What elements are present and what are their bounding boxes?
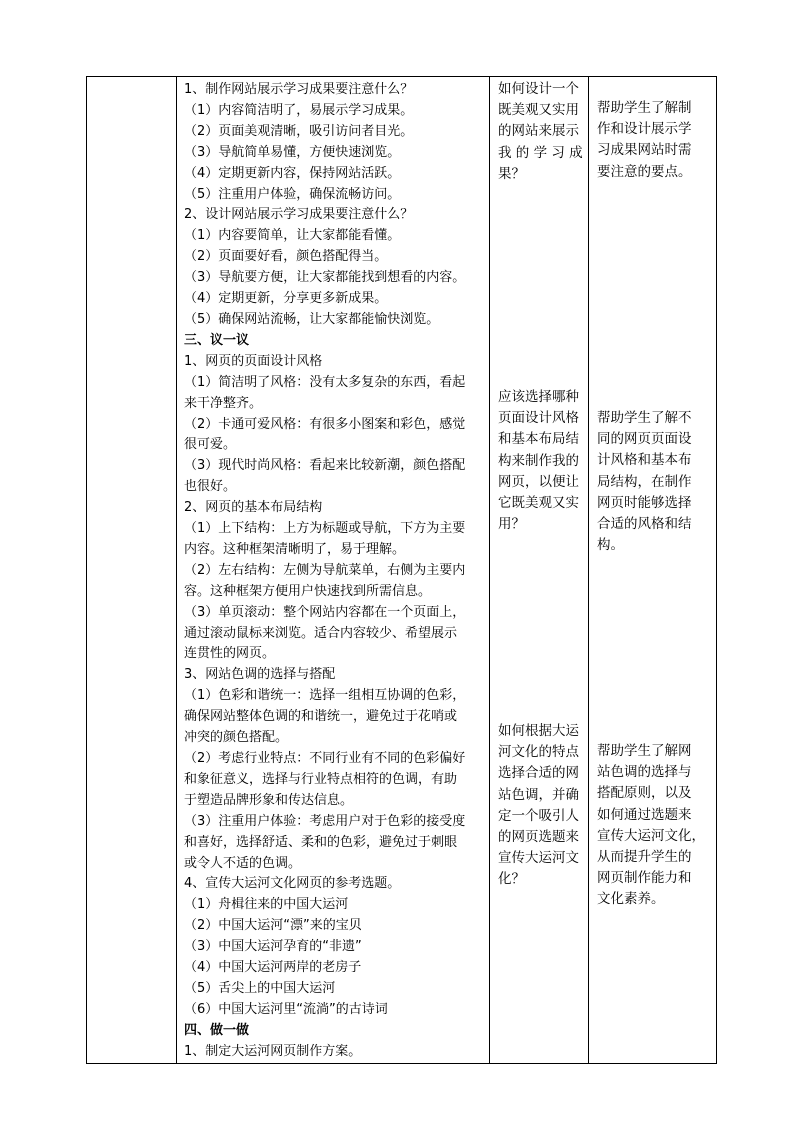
- question-block-3: [498, 721, 584, 891]
- content-line: （5）舌尖上的中国大运河: [184, 980, 336, 996]
- content-line: 和象征意义，选择与行业特点相符的色调，有助: [184, 771, 458, 787]
- teaching-content: [184, 80, 483, 1063]
- question-line: 既美观又实用: [498, 102, 579, 119]
- content-line: （4）中国大运河两岸的老房子: [184, 960, 362, 976]
- question-line: 选择合适的网: [498, 765, 579, 782]
- question-line: 如何根据大运: [498, 723, 579, 739]
- question-cell: [490, 77, 589, 1064]
- content-line: 1、制定大运河网页制作方案。: [184, 1043, 362, 1059]
- content-line: 1、制作网站展示学习成果要注意什么？: [184, 82, 414, 97]
- purpose-line: 帮助学生了解制: [597, 100, 692, 116]
- purpose-line: 帮助学生了解网: [597, 743, 692, 759]
- purpose-line: 从而提升学生的: [597, 849, 692, 866]
- purpose-line: 构。: [597, 537, 624, 554]
- purpose-line: 宣传大运河文化，: [597, 827, 705, 844]
- question-line: 用？: [498, 516, 525, 533]
- content-line: （1）舟楫往来的中国大运河: [184, 897, 349, 913]
- content-line: （4）定期更新，分享更多新成果。: [184, 291, 388, 307]
- content-line: 1、网页的页面设计风格: [184, 353, 323, 369]
- purpose-line: 作和设计展示学: [597, 121, 692, 138]
- purpose-block-3: [597, 741, 712, 911]
- content-line: （2）中国大运河“漂”来的宝贝: [184, 918, 362, 934]
- question-line: 的网站来展示: [498, 123, 579, 140]
- content-line: （3）注重用户体验：考虑用户对于色彩的接受度: [184, 813, 466, 829]
- question-line: 河文化的特点: [498, 744, 579, 761]
- content-line: （5）注重用户体验，确保流畅访问。: [184, 186, 401, 202]
- content-line: （2）卡通可爱风格：有很多小图案和彩色，感觉: [184, 416, 466, 432]
- question-line: 构来制作我的: [498, 452, 579, 469]
- content-line: （1）色彩和谐统一：选择一组相互协调的色彩，: [184, 688, 466, 704]
- teaching-content-cell: [177, 77, 490, 1064]
- purpose-cell: [589, 77, 717, 1064]
- content-line: 3、网站色调的选择与搭配: [184, 667, 336, 683]
- purpose-line: 搭配原则，以及: [597, 785, 692, 802]
- content-line: （1）内容要简单，让大家都能看懂。: [184, 228, 401, 244]
- section-heading: 三、议一议: [184, 332, 250, 348]
- purpose-line: 计风格和基本布: [597, 452, 692, 469]
- content-line: 通过滚动鼠标来浏览。适合内容较少、希望展示: [184, 625, 458, 641]
- question-block-2: [498, 387, 584, 535]
- purpose-line: 习成果网站时需: [597, 142, 692, 159]
- content-line: 确保网站整体色调的和谐统一，避免过于花哨或: [184, 709, 458, 725]
- question-line: 和基本布局结: [498, 431, 579, 448]
- content-line: 容。这种框架方便用户快速找到所需信息。: [184, 583, 432, 599]
- purpose-line: 网页制作能力和: [597, 870, 692, 887]
- content-line: （4）定期更新内容，保持网站活跃。: [184, 165, 401, 181]
- table-row: [87, 77, 717, 1064]
- content-line: （2）考虑行业特点：不同行业有不同的色彩偏好: [184, 751, 466, 766]
- lesson-plan-table: [86, 76, 717, 1064]
- content-line: 内容。这种框架清晰明了，易于理解。: [184, 541, 406, 557]
- purpose-line: 文化素养。: [597, 891, 665, 908]
- empty-left-cell: [87, 77, 177, 1064]
- question-line: 的网页选题来: [498, 829, 579, 846]
- content-line: 于塑造品牌形象和传达信息。: [184, 792, 354, 808]
- purpose-line: 帮助学生了解不: [597, 410, 692, 426]
- content-line: 也很好。: [184, 479, 237, 495]
- question-block-1: [498, 79, 584, 185]
- content-line: （2）页面美观清晰，吸引访问者目光。: [184, 123, 414, 139]
- purpose-line: 站色调的选择与: [597, 764, 692, 781]
- question-line: 化？: [498, 871, 525, 888]
- content-line: 和喜好，选择舒适、柔和的色彩，避免过于刺眼: [184, 834, 458, 850]
- content-line: 连贯性的网页。: [184, 646, 276, 662]
- content-line: 或令人不适的色调。: [184, 855, 302, 871]
- section-heading: 四、做一做: [184, 1022, 250, 1038]
- question-line: 宣传大运河文: [498, 850, 579, 867]
- content-line: 很可爱。: [184, 437, 237, 453]
- purpose-line: 局结构，在制作: [597, 473, 692, 490]
- purpose-line: 要注意的要点。: [597, 163, 692, 180]
- content-line: 2、设计网站展示学习成果要注意什么？: [184, 207, 414, 223]
- question-line: 网页，以便让: [498, 473, 579, 490]
- question-line: 页面设计风格: [498, 410, 579, 427]
- content-line: （1）内容简洁明了，易展示学习成果。: [184, 102, 414, 118]
- content-line: （2）页面要好看，颜色搭配得当。: [184, 249, 388, 265]
- question-line: 如何设计一个: [498, 81, 579, 97]
- content-line: （6）中国大运河里“流淌”的古诗词: [184, 1001, 388, 1017]
- purpose-line: 同的网页页面设: [597, 431, 692, 448]
- content-line: （3）导航要方便，让大家都能找到想看的内容。: [184, 270, 466, 286]
- question-line: 站色调，并确: [498, 786, 579, 803]
- content-line: （3）中国大运河孕育的“非遗”: [184, 939, 362, 955]
- content-line: 冲突的颜色搭配。: [184, 730, 289, 746]
- content-line: （2）左右结构：左侧为导航菜单，右侧为主要内: [184, 562, 466, 578]
- question-line: 定一个吸引人: [498, 807, 579, 824]
- content-line: （1）简洁明了风格：没有太多复杂的东西，看起: [184, 374, 466, 390]
- purpose-line: 合适的风格和结: [597, 516, 692, 533]
- question-line: 我 的 学 习 成: [498, 144, 583, 161]
- content-line: （3）导航简单易懂，方便快速浏览。: [184, 144, 401, 160]
- content-line: 4、宣传大运河文化网页的参考选题。: [184, 876, 401, 892]
- content-line: （3）现代时尚风格：看起来比较新潮，颜色搭配: [184, 458, 466, 474]
- question-line: 应该选择哪种: [498, 389, 579, 405]
- purpose-line: 网页时能够选择: [597, 494, 692, 511]
- question-line: 果？: [498, 165, 525, 182]
- content-line: （1）上下结构：上方为标题或导航，下方为主要: [184, 521, 466, 537]
- purpose-block-1: [597, 98, 712, 183]
- question-line: 它既美观又实: [498, 495, 579, 512]
- content-line: （5）确保网站流畅，让大家都能愉快浏览。: [184, 311, 440, 327]
- content-line: （3）单页滚动：整个网站内容都在一个页面上，: [184, 604, 466, 620]
- purpose-block-2: [597, 408, 712, 556]
- content-line: 来干净整齐。: [184, 395, 263, 411]
- purpose-line: 如何通过选题来: [597, 806, 692, 823]
- content-line: 2、网页的基本布局结构: [184, 500, 323, 516]
